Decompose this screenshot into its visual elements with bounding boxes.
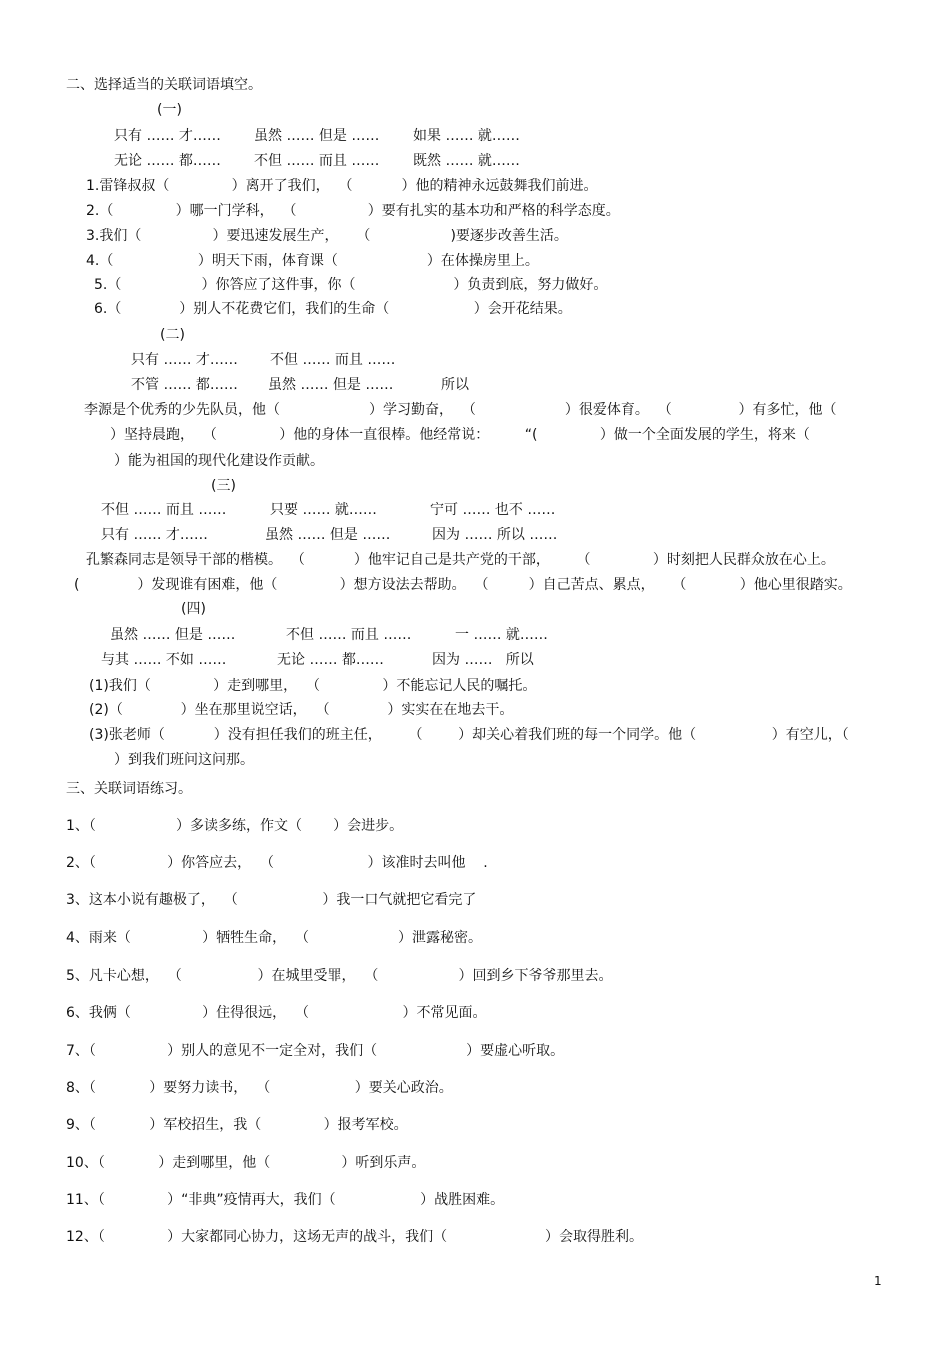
word-option: 宁可 …… 也不 …… (430, 502, 556, 518)
word-option: 无论 …… 都…… (277, 652, 384, 668)
word-option: 不管 …… 都…… (131, 377, 238, 393)
word-option: 所以 (441, 377, 469, 393)
exercise-line: 11、（ ）“非典”疫情再大，我们（ ）战胜困难。 (66, 1192, 505, 1208)
paragraph-line: ）坚持晨跑， （ ）他的身体一直很棒。他经常说： “( ）做一个全面发展的学生，将来（ (110, 427, 810, 443)
exercise-line: 4、雨来（ ）牺牲生命， （ ）泄露秘密。 (66, 930, 483, 946)
exercise-line: 1、（ ）多读多练，作文（ ）会进步。 (66, 818, 404, 834)
word-option: 只有 …… 才…… (114, 128, 221, 144)
page-number: 1 (874, 1274, 882, 1288)
exercise-line: 8、（ ）要努力读书， （ ）要关心政治。 (66, 1080, 453, 1096)
word-option: 只要 …… 就…… (270, 502, 377, 518)
paragraph-line: 李源是个优秀的少先队员，他（ ）学习勤奋， （ ）很爱体育。 （ ）有多忙，他（ (84, 402, 837, 418)
word-option: 如果 …… 就…… (413, 128, 520, 144)
question-line: 3.我们（ ）要迅速发展生产， （ )要逐步改善生活。 (86, 228, 568, 244)
exercise-line: 10、（ ）走到哪里，他（ ）听到乐声。 (66, 1155, 426, 1171)
part-label: (一) (157, 102, 182, 118)
exercise-line: 9、（ ）军校招生，我（ ）报考军校。 (66, 1117, 408, 1133)
exercise-line: 6、我俩（ ）住得很远， （ ）不常见面。 (66, 1005, 487, 1021)
paragraph-line: 孔繁森同志是领导干部的楷模。 （ ）他牢记自己是共产党的干部， （ ）时刻把人民群众放在心上。 (86, 552, 835, 568)
exercise-line: 2、（ ）你答应去， （ ）该准时去叫他 . (66, 855, 488, 871)
part-label: (四) (181, 601, 206, 617)
word-option: 一 …… 就…… (455, 627, 548, 643)
part-label: (二) (160, 327, 185, 343)
section-title: 二、选择适当的关联词语填空。 (66, 77, 262, 93)
question-line: (2)（ ）坐在那里说空话， （ ）实实在在地去干。 (89, 702, 514, 718)
word-option: 因为 …… 所以 …… (432, 527, 558, 543)
question-line: 4.（ ）明天下雨，体育课（ ）在体操房里上。 (86, 253, 539, 269)
word-option: 无论 …… 都…… (114, 153, 221, 169)
question-line: 5.（ ）你答应了这件事，你（ ）负责到底，努力做好。 (94, 277, 608, 293)
paragraph-line: ( ）发现谁有困难，他（ ）想方设法去帮助。 （ ）自己苦点、累点， （ ）他心里很踏实。 (74, 577, 852, 593)
question-line: 1.雷锋叔叔（ ）离开了我们， （ ）他的精神永远鼓舞我们前进。 (86, 178, 598, 194)
exercise-line: 3、这本小说有趣极了， （ ）我一口气就把它看完了 (66, 892, 477, 908)
question-line: (1)我们（ ）走到哪里， （ ）不能忘记人民的嘱托。 (89, 678, 537, 694)
section-title: 三、关联词语练习。 (66, 781, 192, 797)
question-line: 2.（ ）哪一门学科， （ ）要有扎实的基本功和严格的科学态度。 (86, 203, 620, 219)
question-line: ）到我们班问这问那。 (114, 752, 254, 768)
word-option: 不但 …… 而且 …… (270, 352, 396, 368)
question-line: 6.（ ）别人不花费它们，我们的生命（ ）会开花结果。 (94, 301, 572, 317)
word-option: 既然 …… 就…… (413, 153, 520, 169)
exercise-line: 5、凡卡心想， （ ）在城里受罪， （ ）回到乡下爷爷那里去。 (66, 968, 613, 984)
word-option: 因为 …… 所以 (432, 652, 534, 668)
question-line: (3)张老师（ ）没有担任我们的班主任， （ ）却关心着我们班的每一个同学。他（ ）有空儿，（ (89, 727, 849, 743)
word-option: 虽然 …… 但是 …… (265, 527, 391, 543)
word-option: 只有 …… 才…… (101, 527, 208, 543)
exercise-line: 12、（ ）大家都同心协力，这场无声的战斗，我们（ ）会取得胜利。 (66, 1229, 644, 1245)
exercise-line: 7、（ ）别人的意见不一定全对，我们（ ）要虚心听取。 (66, 1043, 565, 1059)
paragraph-line: ）能为祖国的现代化建设作贡献。 (114, 453, 324, 469)
word-option: 虽然 …… 但是 …… (268, 377, 394, 393)
word-option: 与其 …… 不如 …… (101, 652, 227, 668)
word-option: 虽然 …… 但是 …… (254, 128, 380, 144)
word-option: 不但 …… 而且 …… (286, 627, 412, 643)
word-option: 只有 …… 才…… (131, 352, 238, 368)
word-option: 虽然 …… 但是 …… (110, 627, 236, 643)
word-option: 不但 …… 而且 …… (254, 153, 380, 169)
part-label: (三) (211, 478, 236, 494)
word-option: 不但 …… 而且 …… (101, 502, 227, 518)
